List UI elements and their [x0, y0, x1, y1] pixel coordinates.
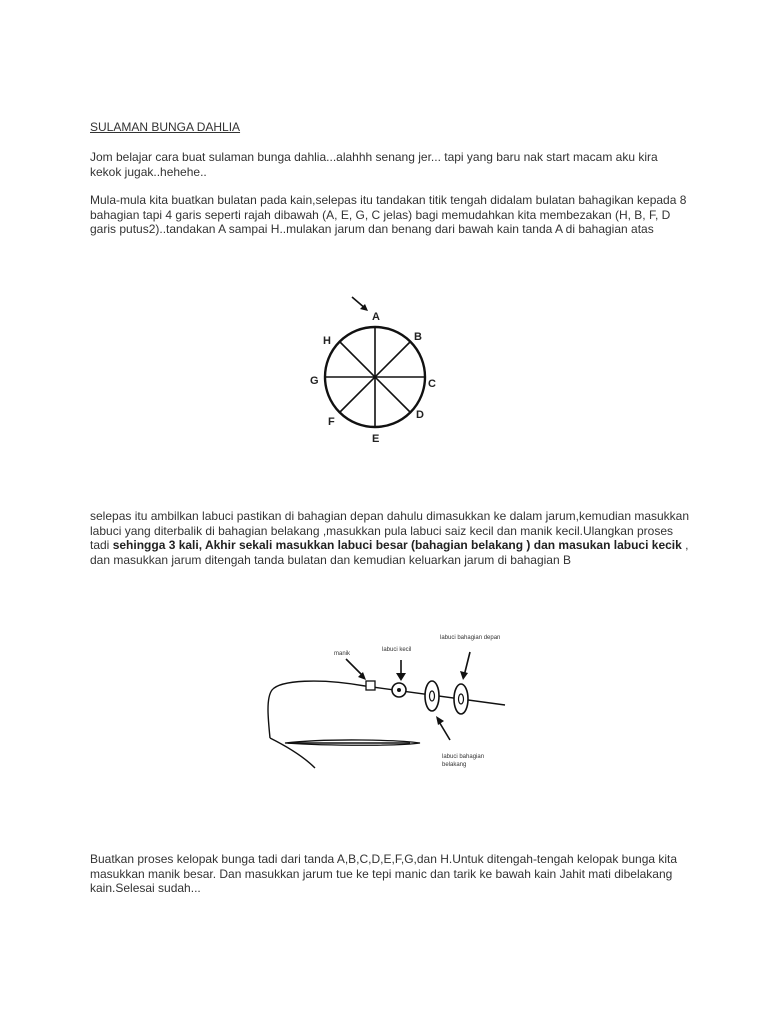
label-b: B	[414, 331, 422, 343]
labuci-kecil-arrow-head	[396, 673, 406, 681]
label-c: C	[428, 378, 436, 390]
label-labuci-belakang-2: belakang	[442, 762, 467, 768]
thread-upper	[268, 681, 365, 738]
step-2-bold-text: sehingga 3 kali, Akhir sekali masukkan labuci besar (bahagian belakang ) dan masukan labuci kecik	[112, 538, 682, 552]
label-h: H	[323, 335, 331, 347]
step-1-paragraph: Mula-mula kita buatkan bulatan pada kain,selepas itu tandakan titik tengah didalam bulatan bahagikan kepada 8 bahagian tapi 4 garis seperti rajah dibawah (A, E, G, C jelas) bagi memudahkan kita membezakan (H, B, F, D garis putus2)..tandakan A sampai H..mulakan jarum dan benang dari bawah kain tanda A di bahagian atas	[90, 193, 687, 236]
label-labuci-kecil: labuci kecil	[382, 647, 412, 653]
label-a: A	[372, 311, 380, 323]
label-e: E	[372, 433, 380, 445]
step-2-text-start: selepas itu ambilkan labuci pastikan di bahagian depan dahulu dimasukkan ke dalam jarum,kemudian masukkan labuci yang diterbalik di bahagian belakang ,masukkan pula labuci saiz kecil dan manik kecil.Ulangkan proses tadi	[90, 509, 690, 552]
label-d: D	[416, 409, 424, 421]
label-labuci-depan: labuci bahagian depan	[440, 635, 501, 641]
document-title: SULAMAN BUNGA DAHLIA	[90, 120, 241, 134]
labuci-belakang-arrow-head	[436, 716, 444, 725]
labuci-depan-arrow-head	[460, 671, 468, 680]
label-manik: manik	[334, 651, 351, 657]
needle-threading-diagram	[260, 628, 520, 773]
label-f: F	[328, 416, 335, 428]
label-g: G	[310, 375, 319, 387]
step-2-text-end: , dan masukkan jarum ditengah tanda bulatan dan kemudian keluarkan jarum di bahagian B	[90, 538, 689, 567]
labuci-belakang-sequin	[425, 681, 439, 711]
step-2-paragraph	[90, 509, 690, 567]
circle-division-diagram	[300, 292, 450, 452]
manik-bead	[366, 681, 375, 690]
labuci-depan-sequin	[454, 684, 468, 714]
labuci-kecil-hole	[397, 688, 401, 692]
final-step-paragraph: Buatkan proses kelopak bunga tadi dari tanda A,B,C,D,E,F,G,dan H.Untuk ditengah-tengah kelopak bunga kita masukkan manik besar. Dan masukkan jarum tue ke tepi manic dan tarik ke bawah kain Jahit mati dibelakang kain.Selesai sudah...	[90, 852, 678, 895]
label-labuci-belakang-1: labuci bahagian	[442, 754, 485, 760]
intro-paragraph: Jom belajar cara buat sulaman bunga dahlia...alahhh senang jer... tapi yang baru nak start macam aku kira kekok jugak..hehehe..	[90, 150, 658, 179]
